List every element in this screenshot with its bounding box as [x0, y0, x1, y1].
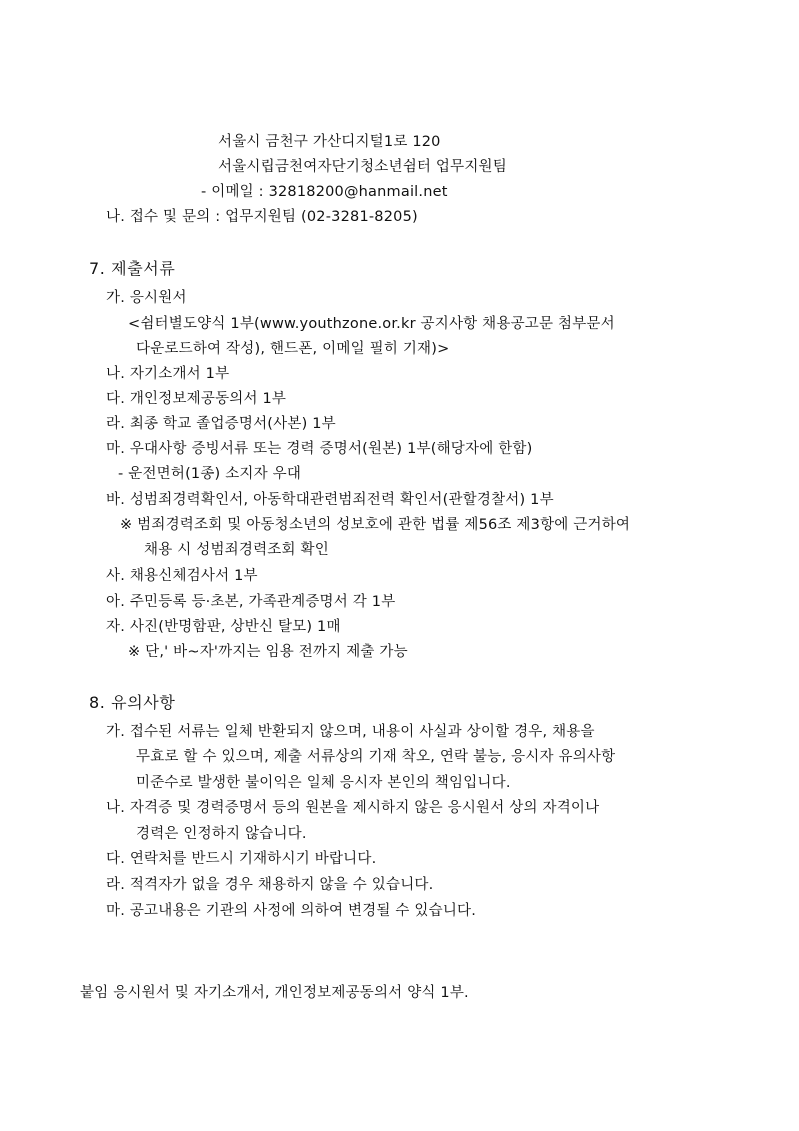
list-item: ※ 단,' 바~자'까지는 임용 전까지 제출 가능	[128, 644, 408, 660]
list-item: 나. 자기소개서 1부	[106, 366, 230, 382]
list-item: 무효로 할 수 있으며, 제출 서류상의 기재 착오, 연락 불능, 응시자 유의사항	[136, 749, 616, 765]
contact-address: 서울시 금천구 가산디지털1로 120	[218, 134, 441, 150]
list-item: 미준수로 발생한 불이익은 일체 응시자 본인의 책임입니다.	[136, 775, 511, 791]
list-item: 가. 접수된 서류는 일체 반환되지 않으며, 내용이 사실과 상이할 경우, 채용을	[106, 724, 595, 740]
section-7-heading: 7. 제출서류	[89, 259, 176, 278]
list-item: 자. 사진(반명함판, 상반신 탈모) 1매	[106, 619, 341, 635]
section-8-heading: 8. 유의사항	[89, 693, 176, 712]
list-item: 마. 우대사항 증빙서류 또는 경력 증명서(원본) 1부(해당자에 한함)	[106, 441, 533, 457]
list-item: 채용 시 성범죄경력조회 확인	[144, 542, 329, 558]
contact-email: - 이메일 : 32818200@hanmail.net	[201, 184, 448, 200]
contact-inquiry: 나. 접수 및 문의 : 업무지원팀 (02-3281-8205)	[106, 209, 418, 225]
list-item: <쉼터별도양식 1부(www.youthzone.or.kr 공지사항 채용공고문 첨부문서	[128, 316, 615, 332]
list-item: 마. 공고내용은 기관의 사정에 의하여 변경될 수 있습니다.	[106, 903, 477, 919]
list-item: 아. 주민등록 등·초본, 가족관계증명서 각 1부	[106, 594, 396, 610]
list-item: 다. 개인정보제공동의서 1부	[106, 391, 287, 407]
list-item: 바. 성범죄경력확인서, 아동학대관련범죄전력 확인서(관할경찰서) 1부	[106, 492, 554, 508]
list-item: 나. 자격증 및 경력증명서 등의 원본을 제시하지 않은 응시원서 상의 자격이나	[106, 800, 600, 816]
list-item: 경력은 인정하지 않습니다.	[136, 826, 307, 842]
contact-organization: 서울시립금천여자단기청소년쉼터 업무지원팀	[218, 159, 507, 175]
list-item: 라. 최종 학교 졸업증명서(사본) 1부	[106, 416, 336, 432]
attachment-note: 붙임 응시원서 및 자기소개서, 개인정보제공동의서 양식 1부.	[80, 985, 469, 1001]
list-item: 다운로드하여 작성), 핸드폰, 이메일 필히 기재)>	[136, 341, 450, 357]
list-item: 가. 응시원서	[106, 290, 187, 306]
list-item: ※ 범죄경력조회 및 아동청소년의 성보호에 관한 법률 제56조 제3항에 근거하여	[120, 517, 631, 533]
list-item: - 운전면허(1종) 소지자 우대	[118, 466, 302, 482]
list-item: 다. 연락처를 반드시 기재하시기 바랍니다.	[106, 851, 377, 867]
list-item: 사. 채용신체검사서 1부	[106, 568, 258, 584]
list-item: 라. 적격자가 없을 경우 채용하지 않을 수 있습니다.	[106, 877, 434, 893]
